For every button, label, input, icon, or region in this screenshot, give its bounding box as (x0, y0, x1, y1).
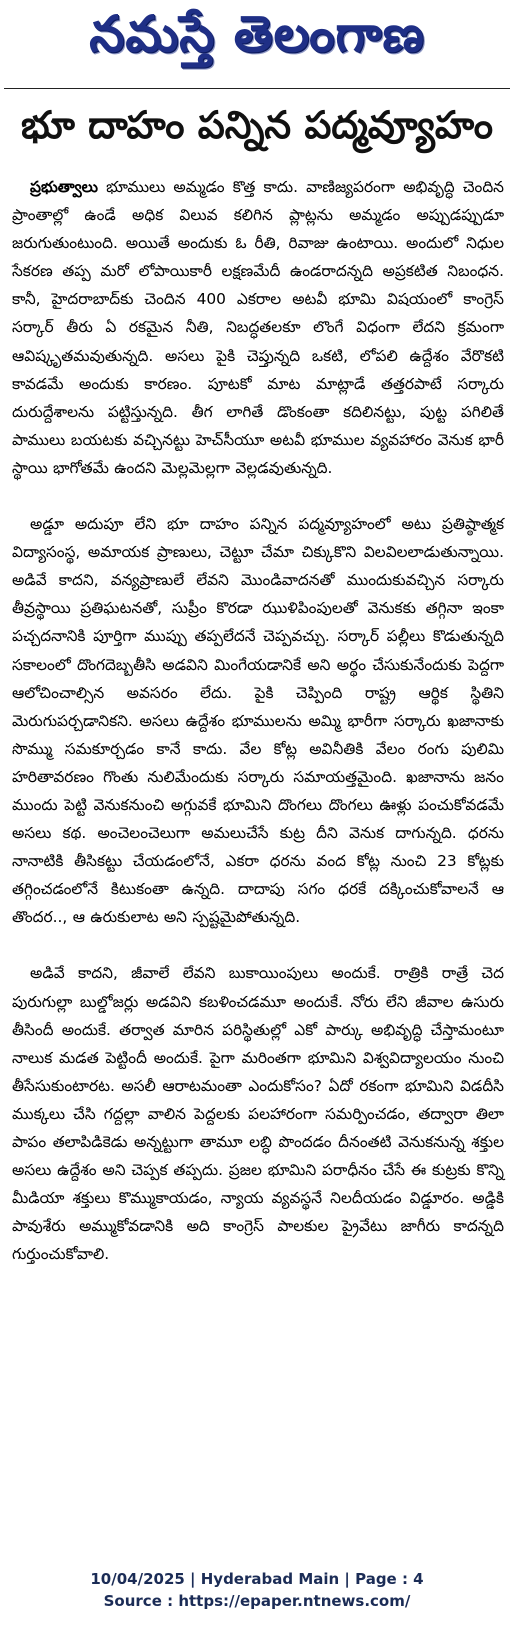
newspaper-masthead: నమస్తే తెలంగాణ (89, 4, 425, 63)
page-footer (0, 1568, 514, 1612)
article-paragraph-2: అడ్డూ అదుపూ లేని భూ దాహం పన్నిన పద్మవ్యూహంలో అటు ప్రతిష్ఠాత్మక విద్యాసంస్థ, అమాయక ప్రాణులు, చెట్టూ చేమా చిక్కుకొని విలవిలలాడుతున్నాయి. అడివే కాదని, వన్యప్రాణులే లేవని మొండివాదనతో ముందుకువచ్చిన సర్కారు తీవ్రస్థాయి ప్రతిఘటనతో, సుప్రీం కొరడా ఝుళిపింపులతో వెనుకకు తగ్గినా ఇంకా పచ్చదనానికి పూర్తిగా ముప్పు తప్పలేదనే చెప్పవచ్చు. సర్కార్ పల్లీలు కొడుతున్నది సకాలంలో దొంగదెబ్బతీసి అడవిని మింగేయడానికే అని అర్థం చేసుకునేందుకు పెద్దగా ఆలోచించాల్సిన అవసరం లేదు. పైకి చెప్పింది రాష్ట్ర ఆర్థిక స్థితిని మెరుగుపర్చడానికని. అసలు ఉద్దేశం భూములను అమ్మి భారీగా సర్కారు ఖజానాకు సొమ్ము సమకూర్చడం కానే కాదు. వేల కోట్ల అవినీతికి వేలం రంగు పులిమి హరితావరణం గొంతు నులిమేందుకు సర్కారు సమాయత్తమైంది. ఖజానాను జనం ముందు పెట్టి వెనుకనుంచి అగ్గువకే భూమిని దొంగలు దొంగలు ఊళ్లు పంచుకోవడమే అసలు కథ. అంచెలంచెలుగా అమలుచేసే కుట్ర దీని వెనుక దాగున్నది. ధరను నానాటికి తీసికట్టు చేయడంలోనే, ఎకరా ధరను వంద కోట్ల నుంచి 23 కోట్లకు తగ్గించడంలోనే కిటుకంతా ఉన్నది. దాదాపు సగం ధరకే దక్కించుకోవాలనే ఆ తొందర.., ఆ ఉరుకులాట అని స్పష్టమైపోతున్నది. (12, 515, 504, 927)
article-headline: భూ దాహం పన్నిన పద్మవ్యూహం (20, 103, 494, 147)
footer-source-link[interactable]: Source : https://epaper.ntnews.com/ (103, 1592, 411, 1610)
article-paragraph-1 (12, 173, 504, 482)
footer-date-edition: 10/04/2025 | Hyderabad Main | Page : 4 (90, 1570, 424, 1588)
paragraph-text: భూములు అమ్మడం కొత్త కాదు. వాణిజ్యపరంగా అభివృద్ధి చెందిన ప్రాంతాల్లో ఉండే అధిక విలువ కలిగిన ప్లాట్లను అమ్మడం అప్పుడప్పుడూ జరుగుతుంటుంది. అయితే అందుకు ఓ రీతి, రివాజు ఉంటాయి. అందులో నిధుల సేకరణ తప్ప మరో లోపాయికారీ లక్షణమేదీ ఉండరాదన్నది అప్రకటిత నిబంధన. కానీ, హైదరాబాద్‌కు చెందిన 400 ఎకరాల అటవీ భూమి విషయంలో కాంగ్రెస్ సర్కార్ తీరు ఏ రకమైన నీతి, నిబద్ధతలకూ లొంగే విధంగా లేదని క్రమంగా ఆవిష్కృతమవుతున్నది. అసలు పైకి చెప్తున్నది ఒకటి, లోపలి ఉద్దేశం వేరొకటి కావడమే అందుకు కారణం. పూటకో మాట మాట్లాడే తత్తరపాటే సర్కారు దురుద్దేశాలను పట్టిస్తున్నది. తీగ లాగితే డొంకంతా కదిలినట్టు, పుట్ట పగిలితే పాములు బయటకు వచ్చినట్టు హెచ్‌సీయూ అటవీ భూముల వ్యవహారం వెనుక భారీ స్థాయి భాగోతమే ఉందని మెల్లమెల్లగా వెల్లడవుతున్నది. (12, 178, 504, 477)
article-body (0, 169, 514, 1268)
article-paragraph-3: అడివే కాదని, జీవాలే లేవని బుకాయింపులు అందుకే. రాత్రికి రాత్రే చెద పురుగుల్లా బుల్డోజర్లు అడవిని కబళించడమూ అందుకే. నోరు లేని జీవాల ఉసురు తీసిందీ అందుకే. తర్వాత మారిన పరిస్థితుల్లో ఎకో పార్కు అభివృద్ధి చేస్తామంటూ నాలుక మడత పెట్టిందీ అందుకే. పైగా మరింతగా భూమిని విశ్వవిద్యాలయం నుంచి తీసేసుకుంటారట. అసలీ ఆరాటమంతా ఎందుకోసం? ఏదో రకంగా భూమిని విడదీసి ముక్కలు చేసి గద్దల్లా వాలిన పెద్దలకు పలహారంగా సమర్పించడం, తద్వారా తిలా పాపం తలాపిడికెడు అన్నట్టుగా తామూ లబ్ధి పొందడం దీనంతటి వెనుకనున్న శక్తుల అసలు ఉద్దేశం అని చెప్పక తప్పదు. ప్రజల భూమిని పరాధీనం చేసే ఈ కుట్రకు కొన్ని మీడియా శక్తులు కొమ్ముకాయడం, న్యాయ వ్యవస్థనే నిలదీయడం విడ్డూరం. అడ్డికి పావుశేరు అమ్ముకోవడానికి అది కాంగ్రెస్ పాలకుల ప్రైవేటు జాగీరు కాదన్నది గుర్తుంచుకోవాలి. (12, 964, 504, 1264)
article-lead-word: ప్రభుత్వాలు (30, 178, 98, 196)
